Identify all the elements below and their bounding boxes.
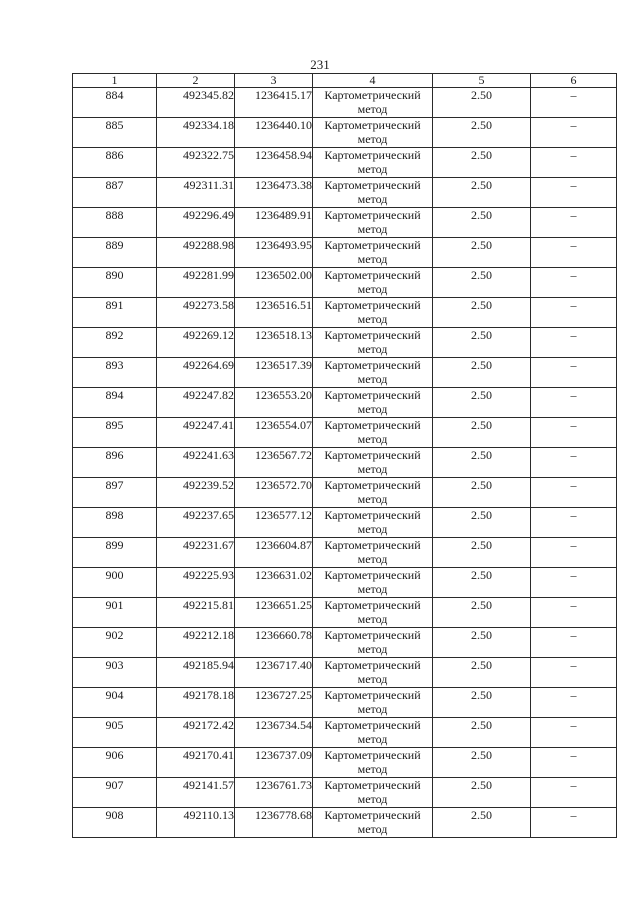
accuracy-cell: 2.50 xyxy=(433,358,531,388)
x-coordinate-cell: 492345.82 xyxy=(157,88,235,118)
y-coordinate-cell: 1236517.39 xyxy=(235,358,313,388)
point-number-cell: 904 xyxy=(73,688,157,718)
note-cell: – xyxy=(531,388,617,418)
accuracy-cell: 2.50 xyxy=(433,418,531,448)
accuracy-cell: 2.50 xyxy=(433,778,531,808)
table-row xyxy=(73,688,617,718)
accuracy-cell: 2.50 xyxy=(433,718,531,748)
table-row xyxy=(73,148,617,178)
note-cell: – xyxy=(531,238,617,268)
note-cell: – xyxy=(531,538,617,568)
y-coordinate-cell: 1236631.02 xyxy=(235,568,313,598)
table-row xyxy=(73,778,617,808)
point-number-cell: 895 xyxy=(73,418,157,448)
accuracy-cell: 2.50 xyxy=(433,658,531,688)
accuracy-cell: 2.50 xyxy=(433,148,531,178)
table-row xyxy=(73,568,617,598)
point-number-cell: 893 xyxy=(73,358,157,388)
point-number-cell: 896 xyxy=(73,448,157,478)
x-coordinate-cell: 492247.82 xyxy=(157,388,235,418)
column-header: 2 xyxy=(157,74,235,88)
y-coordinate-cell: 1236458.94 xyxy=(235,148,313,178)
x-coordinate-cell: 492237.65 xyxy=(157,508,235,538)
x-coordinate-cell: 492281.99 xyxy=(157,268,235,298)
method-cell: Картометрический метод xyxy=(313,508,433,538)
table-row xyxy=(73,808,617,838)
x-coordinate-cell: 492334.18 xyxy=(157,118,235,148)
accuracy-cell: 2.50 xyxy=(433,328,531,358)
x-coordinate-cell: 492172.42 xyxy=(157,718,235,748)
table-row xyxy=(73,598,617,628)
x-coordinate-cell: 492110.13 xyxy=(157,808,235,838)
accuracy-cell: 2.50 xyxy=(433,118,531,148)
note-cell: – xyxy=(531,718,617,748)
method-cell: Картометрический метод xyxy=(313,268,433,298)
table-row xyxy=(73,448,617,478)
column-header: 1 xyxy=(73,74,157,88)
note-cell: – xyxy=(531,268,617,298)
table-row xyxy=(73,208,617,238)
table-row xyxy=(73,238,617,268)
x-coordinate-cell: 492239.52 xyxy=(157,478,235,508)
note-cell: – xyxy=(531,358,617,388)
x-coordinate-cell: 492141.57 xyxy=(157,778,235,808)
y-coordinate-cell: 1236473.38 xyxy=(235,178,313,208)
point-number-cell: 906 xyxy=(73,748,157,778)
x-coordinate-cell: 492212.18 xyxy=(157,628,235,658)
point-number-cell: 900 xyxy=(73,568,157,598)
note-cell: – xyxy=(531,628,617,658)
method-cell: Картометрический метод xyxy=(313,808,433,838)
table-row xyxy=(73,268,617,298)
accuracy-cell: 2.50 xyxy=(433,568,531,598)
accuracy-cell: 2.50 xyxy=(433,628,531,658)
accuracy-cell: 2.50 xyxy=(433,688,531,718)
accuracy-cell: 2.50 xyxy=(433,298,531,328)
note-cell: – xyxy=(531,448,617,478)
y-coordinate-cell: 1236778.68 xyxy=(235,808,313,838)
table-row xyxy=(73,298,617,328)
method-cell: Картометрический метод xyxy=(313,688,433,718)
method-cell: Картометрический метод xyxy=(313,568,433,598)
note-cell: – xyxy=(531,778,617,808)
point-number-cell: 890 xyxy=(73,268,157,298)
note-cell: – xyxy=(531,808,617,838)
method-cell: Картометрический метод xyxy=(313,238,433,268)
x-coordinate-cell: 492225.93 xyxy=(157,568,235,598)
note-cell: – xyxy=(531,298,617,328)
point-number-cell: 905 xyxy=(73,718,157,748)
y-coordinate-cell: 1236502.00 xyxy=(235,268,313,298)
method-cell: Картометрический метод xyxy=(313,358,433,388)
point-number-cell: 902 xyxy=(73,628,157,658)
table-row xyxy=(73,388,617,418)
y-coordinate-cell: 1236493.95 xyxy=(235,238,313,268)
x-coordinate-cell: 492264.69 xyxy=(157,358,235,388)
y-coordinate-cell: 1236518.13 xyxy=(235,328,313,358)
accuracy-cell: 2.50 xyxy=(433,208,531,238)
accuracy-cell: 2.50 xyxy=(433,808,531,838)
table-row xyxy=(73,748,617,778)
point-number-cell: 899 xyxy=(73,538,157,568)
method-cell: Картометрический метод xyxy=(313,298,433,328)
method-cell: Картометрический метод xyxy=(313,148,433,178)
x-coordinate-cell: 492296.49 xyxy=(157,208,235,238)
point-number-cell: 901 xyxy=(73,598,157,628)
method-cell: Картометрический метод xyxy=(313,628,433,658)
point-number-cell: 892 xyxy=(73,328,157,358)
point-number-cell: 887 xyxy=(73,178,157,208)
note-cell: – xyxy=(531,148,617,178)
table-row xyxy=(73,118,617,148)
x-coordinate-cell: 492288.98 xyxy=(157,238,235,268)
method-cell: Картометрический метод xyxy=(313,418,433,448)
coordinates-table xyxy=(72,73,617,838)
method-cell: Картометрический метод xyxy=(313,208,433,238)
column-header: 3 xyxy=(235,74,313,88)
x-coordinate-cell: 492178.18 xyxy=(157,688,235,718)
table-body xyxy=(73,88,617,838)
method-cell: Картометрический метод xyxy=(313,538,433,568)
accuracy-cell: 2.50 xyxy=(433,478,531,508)
y-coordinate-cell: 1236717.40 xyxy=(235,658,313,688)
y-coordinate-cell: 1236727.25 xyxy=(235,688,313,718)
accuracy-cell: 2.50 xyxy=(433,598,531,628)
table-row xyxy=(73,538,617,568)
note-cell: – xyxy=(531,748,617,778)
column-header: 6 xyxy=(531,74,617,88)
note-cell: – xyxy=(531,598,617,628)
x-coordinate-cell: 492273.58 xyxy=(157,298,235,328)
y-coordinate-cell: 1236489.91 xyxy=(235,208,313,238)
point-number-cell: 908 xyxy=(73,808,157,838)
x-coordinate-cell: 492215.81 xyxy=(157,598,235,628)
note-cell: – xyxy=(531,208,617,238)
x-coordinate-cell: 492247.41 xyxy=(157,418,235,448)
table-row xyxy=(73,178,617,208)
accuracy-cell: 2.50 xyxy=(433,388,531,418)
y-coordinate-cell: 1236604.87 xyxy=(235,538,313,568)
point-number-cell: 897 xyxy=(73,478,157,508)
point-number-cell: 891 xyxy=(73,298,157,328)
point-number-cell: 884 xyxy=(73,88,157,118)
accuracy-cell: 2.50 xyxy=(433,508,531,538)
y-coordinate-cell: 1236554.07 xyxy=(235,418,313,448)
method-cell: Картометрический метод xyxy=(313,748,433,778)
x-coordinate-cell: 492241.63 xyxy=(157,448,235,478)
accuracy-cell: 2.50 xyxy=(433,538,531,568)
table-row xyxy=(73,88,617,118)
accuracy-cell: 2.50 xyxy=(433,88,531,118)
y-coordinate-cell: 1236651.25 xyxy=(235,598,313,628)
method-cell: Картометрический метод xyxy=(313,718,433,748)
note-cell: – xyxy=(531,568,617,598)
point-number-cell: 907 xyxy=(73,778,157,808)
x-coordinate-cell: 492231.67 xyxy=(157,538,235,568)
note-cell: – xyxy=(531,478,617,508)
method-cell: Картометрический метод xyxy=(313,658,433,688)
y-coordinate-cell: 1236415.17 xyxy=(235,88,313,118)
table-row xyxy=(73,508,617,538)
note-cell: – xyxy=(531,328,617,358)
note-cell: – xyxy=(531,118,617,148)
note-cell: – xyxy=(531,418,617,448)
y-coordinate-cell: 1236516.51 xyxy=(235,298,313,328)
y-coordinate-cell: 1236734.54 xyxy=(235,718,313,748)
method-cell: Картометрический метод xyxy=(313,328,433,358)
y-coordinate-cell: 1236761.73 xyxy=(235,778,313,808)
note-cell: – xyxy=(531,88,617,118)
method-cell: Картометрический метод xyxy=(313,448,433,478)
point-number-cell: 889 xyxy=(73,238,157,268)
y-coordinate-cell: 1236660.78 xyxy=(235,628,313,658)
note-cell: – xyxy=(531,178,617,208)
table-row xyxy=(73,658,617,688)
page-number: 231 xyxy=(310,57,330,72)
y-coordinate-cell: 1236567.72 xyxy=(235,448,313,478)
x-coordinate-cell: 492170.41 xyxy=(157,748,235,778)
y-coordinate-cell: 1236577.12 xyxy=(235,508,313,538)
method-cell: Картометрический метод xyxy=(313,478,433,508)
point-number-cell: 894 xyxy=(73,388,157,418)
point-number-cell: 885 xyxy=(73,118,157,148)
point-number-cell: 886 xyxy=(73,148,157,178)
table-row xyxy=(73,478,617,508)
point-number-cell: 903 xyxy=(73,658,157,688)
column-header: 5 xyxy=(433,74,531,88)
x-coordinate-cell: 492185.94 xyxy=(157,658,235,688)
point-number-cell: 898 xyxy=(73,508,157,538)
accuracy-cell: 2.50 xyxy=(433,448,531,478)
method-cell: Картометрический метод xyxy=(313,88,433,118)
accuracy-cell: 2.50 xyxy=(433,268,531,298)
x-coordinate-cell: 492311.31 xyxy=(157,178,235,208)
x-coordinate-cell: 492269.12 xyxy=(157,328,235,358)
y-coordinate-cell: 1236553.20 xyxy=(235,388,313,418)
table-row xyxy=(73,628,617,658)
table-row xyxy=(73,358,617,388)
table-row xyxy=(73,718,617,748)
x-coordinate-cell: 492322.75 xyxy=(157,148,235,178)
method-cell: Картометрический метод xyxy=(313,598,433,628)
note-cell: – xyxy=(531,508,617,538)
table-row xyxy=(73,328,617,358)
method-cell: Картометрический метод xyxy=(313,178,433,208)
method-cell: Картометрический метод xyxy=(313,778,433,808)
point-number-cell: 888 xyxy=(73,208,157,238)
accuracy-cell: 2.50 xyxy=(433,748,531,778)
method-cell: Картометрический метод xyxy=(313,388,433,418)
column-header: 4 xyxy=(313,74,433,88)
note-cell: – xyxy=(531,688,617,718)
table-row xyxy=(73,418,617,448)
accuracy-cell: 2.50 xyxy=(433,238,531,268)
y-coordinate-cell: 1236572.70 xyxy=(235,478,313,508)
header-row xyxy=(73,74,617,88)
y-coordinate-cell: 1236440.10 xyxy=(235,118,313,148)
note-cell: – xyxy=(531,658,617,688)
table-header xyxy=(73,74,617,88)
y-coordinate-cell: 1236737.09 xyxy=(235,748,313,778)
method-cell: Картометрический метод xyxy=(313,118,433,148)
accuracy-cell: 2.50 xyxy=(433,178,531,208)
